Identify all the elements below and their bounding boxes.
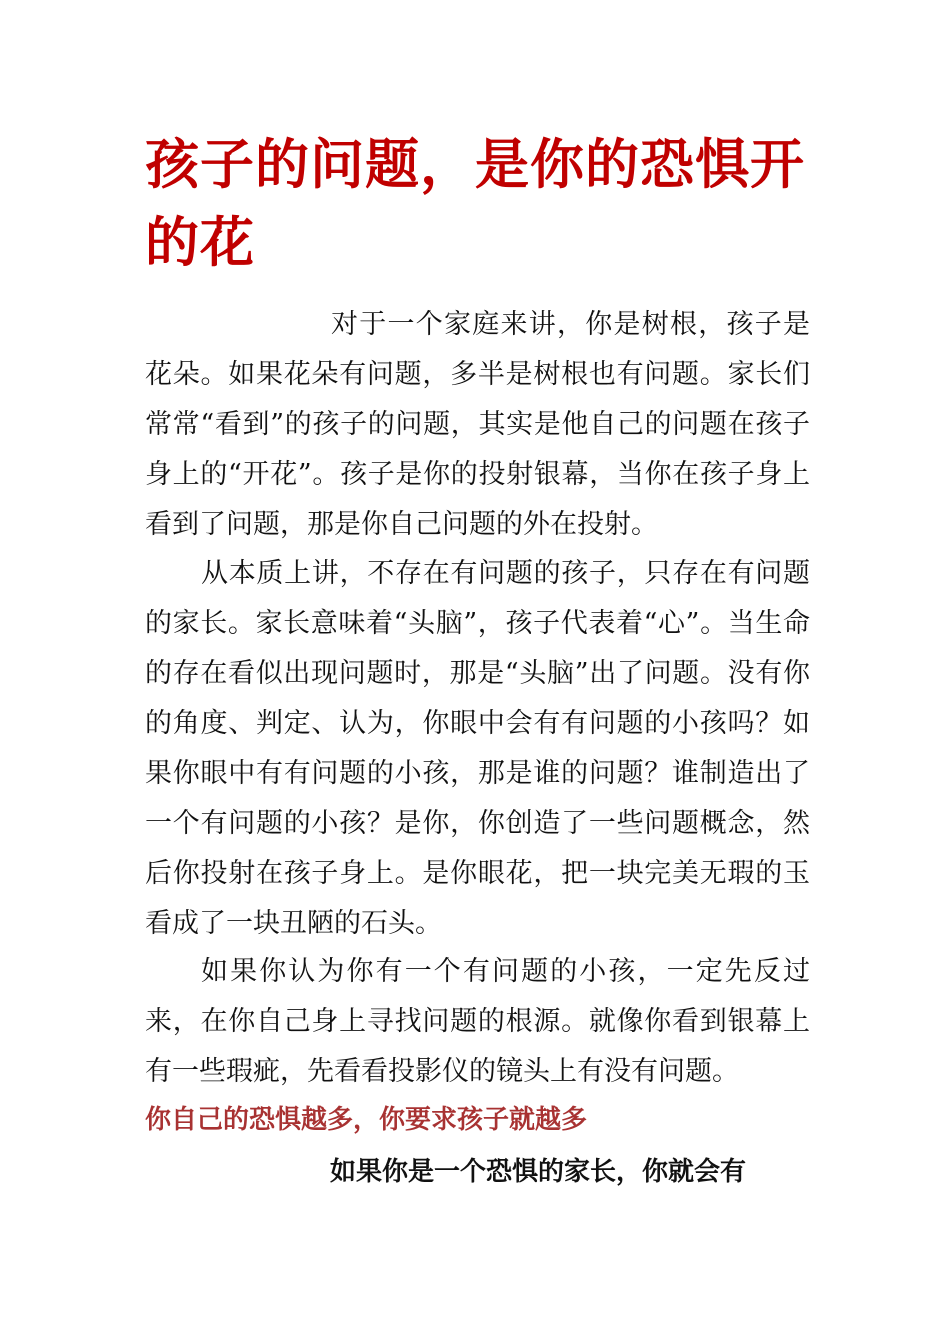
paragraph-4-start: 如果你是一个恐惧的家长，你就会有: [330, 1157, 747, 1187]
section-subheading: 你自己的恐惧越多，你要求孩子就越多: [145, 1105, 588, 1135]
article-title: 孩子的问题，是你的恐惧开的花: [145, 132, 805, 274]
paragraph-1: 对于一个家庭来讲，你是树根，孩子是花朵。如果花朵有问题，多半是树根也有问题。家长们常常“看到”的孩子的问题，其实是他自己的问题在孩子身上的“开花”。孩子是你的投射银幕，当你在孩子身上看到了问题，那是你自己问题的外在投射。: [145, 309, 810, 540]
paragraph-3: 如果你认为你有一个有问题的小孩，一定先反过来，在你自己身上寻找问题的根源。就像你看到银幕上有一些瑕疵，先看看投影仪的镜头上有没有问题。: [145, 956, 810, 1087]
paragraph-2: 从本质上讲，不存在有问题的孩子，只存在有问题的家长。家长意味着“头脑”，孩子代表着“心”。当生命的存在看似出现问题时，那是“头脑”出了问题。没有你的角度、判定、认为，你眼中会有有问题的小孩吗？如果你眼中有有问题的小孩，那是谁的问题？谁制造出了一个有问题的小孩？是你，你创造了一些问题概念，然后你投射在孩子身上。是你眼花，把一块完美无瑕的玉看成了一块丑陋的石头。: [145, 558, 810, 939]
